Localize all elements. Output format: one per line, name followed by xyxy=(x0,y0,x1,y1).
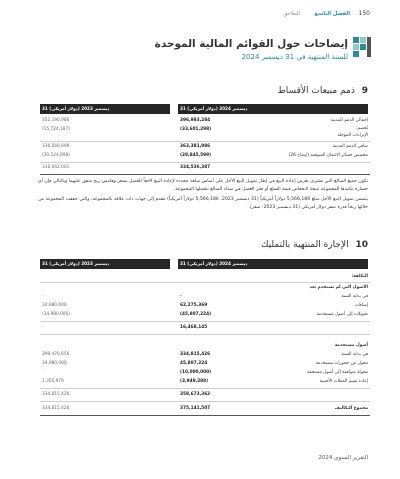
value-2024: 375,141,507 xyxy=(180,406,211,411)
page-title: إيضاحات حول القوائم المالية الموحدة xyxy=(154,38,348,50)
table-row-total xyxy=(40,164,370,172)
row-label: إعادة تقييم العملات الأجنبية xyxy=(319,379,368,384)
value-2024: 16,468,145 xyxy=(180,325,208,330)
table-row xyxy=(40,117,370,125)
table-row-total xyxy=(40,405,370,413)
section-10-col-2023: 31 ديسمبر 2023 (دولار أمريكي) xyxy=(42,261,110,266)
section-9-header-bar xyxy=(178,104,368,114)
divider xyxy=(40,388,370,389)
row-label: محول من حجوزات مستخدمة xyxy=(315,361,368,366)
divider xyxy=(40,415,370,416)
paragraph: تكون جميع المبالغ التي تشتري بغرض إعادة البيع في إطار تمويل البيع الآجل على أساس سلعة محددة لإعادة البيع لاحقاً للعميل بسعر وهامش ربح متفق عليهما وبالتالي فإن أي خسارة تتكبدها المجموعة نتيجة لانخفاض قيمة السلع أو تعثر العميل في سداد المبالغ تتحملها المجموعة. xyxy=(38,179,368,192)
section-9-col-2024: 31 ديسمبر 2024 (دولار أمريكي) xyxy=(180,106,248,111)
value-2024: (45,807,224) xyxy=(180,312,212,317)
table-row xyxy=(40,378,370,386)
divider xyxy=(40,141,370,142)
page-subtitle: للسنة المنتهية في 31 ديسمبر 2024 xyxy=(241,53,348,61)
value-2023: 1,355,970 xyxy=(42,379,64,384)
section-10-header-bar xyxy=(178,259,368,269)
table-row xyxy=(40,284,370,292)
value-2024: 45,807,224 xyxy=(180,361,208,366)
table-row xyxy=(40,152,370,160)
value-2024: (10,000,000) xyxy=(180,370,212,375)
value-2024: 62,275,369 xyxy=(180,303,208,308)
row-label: إجمالي الذمم المدينة xyxy=(330,118,368,123)
row-label: الأصول التي لم تستخدم بعد xyxy=(309,285,368,290)
value-2024: 358,673,362 xyxy=(180,392,211,397)
row-label: تحويلات إلى أصول مستخدمة xyxy=(316,312,368,317)
row-label: يُخصم: xyxy=(355,126,368,131)
row-label: مجموع التكاليف xyxy=(334,406,368,411)
value-2024: (33,601,298) xyxy=(180,127,212,132)
section-10-number: 10 xyxy=(355,240,368,250)
value-2023: - xyxy=(42,325,44,330)
page-number: 150 xyxy=(358,10,370,17)
value-2023: 334,815,426 xyxy=(42,406,70,411)
table-row-subtotal xyxy=(40,391,370,399)
value-2023: 34,980,000 xyxy=(42,303,67,308)
chapter-label: الفصل التاسع xyxy=(314,11,350,17)
value-2024: 363,381,986 xyxy=(180,144,211,149)
appendix-label: الملاحق xyxy=(283,11,300,17)
value-2023: (15,724,187) xyxy=(42,127,70,132)
row-label: الإيرادات المؤجلة xyxy=(337,133,368,138)
table-row xyxy=(40,360,370,368)
table-row xyxy=(40,369,370,377)
table-row xyxy=(40,143,370,151)
value-2024: 334,536,387 xyxy=(180,165,211,170)
section-9-header-bar-2023 xyxy=(40,104,170,114)
value-2023: 334,815,426 xyxy=(42,392,70,397)
value-2023: 336,566,699 xyxy=(42,144,70,149)
divider xyxy=(40,334,370,335)
table-row xyxy=(40,132,370,140)
value-2023: 299,476,656 xyxy=(42,352,70,357)
section-10-title: الإجارة المنتهية بالتمليك xyxy=(261,240,349,250)
row-label: في بداية السنة xyxy=(341,294,368,299)
section-9-notes xyxy=(38,178,368,214)
row-label: في بداية السنة xyxy=(341,352,368,357)
document-icon xyxy=(353,37,371,57)
value-2023: 352,190,986 xyxy=(42,118,70,123)
footer-text: التقرير السنوي 2024 xyxy=(318,455,368,461)
value-2024: (28,845,599) xyxy=(180,153,212,158)
section-10-header-bar-2023 xyxy=(40,259,170,269)
row-label: أصول مستخدمة xyxy=(334,343,368,348)
value-2024: - xyxy=(180,294,182,299)
top-bar xyxy=(0,8,400,22)
section-10-heading xyxy=(261,240,368,250)
value-2023: - xyxy=(42,370,44,375)
section-9-title: ذمم مبيعات الأقساط xyxy=(277,86,355,96)
section-9-heading xyxy=(277,86,368,96)
table-row xyxy=(40,311,370,319)
value-2023: - xyxy=(42,294,44,299)
row-label: مخصص خسائر الائتمان المتوقعة (إيضاح 26) xyxy=(288,153,368,158)
value-2023: (20,524,698) xyxy=(42,153,70,158)
value-2024: (3,949,288) xyxy=(180,379,209,384)
row-label: إضافات xyxy=(354,303,368,308)
divider xyxy=(40,401,370,402)
divider xyxy=(40,282,370,283)
value-2024: 396,983,284 xyxy=(180,118,211,123)
value-2023: (34,980,000) xyxy=(42,312,70,317)
table-row xyxy=(40,293,370,301)
section-9-number: 9 xyxy=(361,86,368,96)
value-2024: 334,815,426 xyxy=(180,352,211,357)
section-9-col-2023: 31 ديسمبر 2023 (دولار أمريكي) xyxy=(42,106,110,111)
row-label: التكلفة: xyxy=(351,274,368,279)
table-row xyxy=(40,273,370,281)
value-2023: 34,980,000 xyxy=(42,361,67,366)
paragraph: يتضمن تمويل البيع الآجل مبلغ 5,566,186 دولاراً أمريكياً (31 ديسمبر 2023: 5,566,186 دولاراً أمريكياً) مقدم إلى جهات ذات علاقة بالمجموعة، والتي حققت المجموعة من خلالها ربحاً قدره صفر دولار أمريكي (31 ديسمبر 2023: صفر). xyxy=(38,197,368,210)
section-10-col-2024: 31 ديسمبر 2024 (دولار أمريكي) xyxy=(180,261,248,266)
divider xyxy=(40,321,370,322)
row-label: محولة متوافقة إلى أصول مستحقة xyxy=(307,370,368,375)
table-row-subtotal xyxy=(40,324,370,332)
table-row xyxy=(40,302,370,310)
table-row xyxy=(40,351,370,359)
value-2023: 316,042,001 xyxy=(42,165,70,170)
row-label: صافي الذمم المدينة xyxy=(332,144,368,149)
divider xyxy=(40,174,370,175)
divider xyxy=(40,162,370,163)
table-row xyxy=(40,342,370,350)
